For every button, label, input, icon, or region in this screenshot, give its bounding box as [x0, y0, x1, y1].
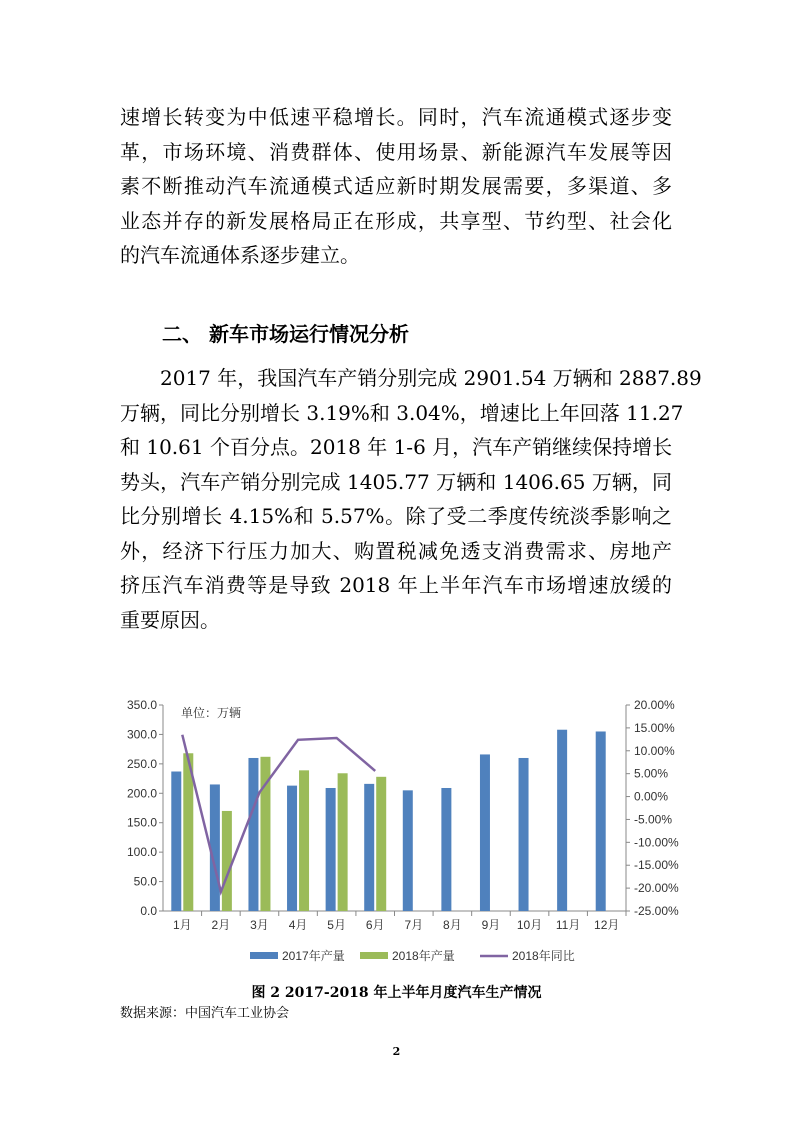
legend-label: 2018年同比 — [512, 949, 575, 963]
x-tick-label: 10月 — [516, 918, 543, 932]
y2-tick-label: 0.00% — [634, 789, 669, 804]
bar-2017 — [403, 790, 413, 911]
y2-tick-label: -10.00% — [634, 835, 679, 850]
y2-tick-label: 20.00% — [634, 698, 675, 712]
bar-2018 — [299, 770, 309, 911]
bar-2018 — [376, 777, 386, 911]
x-tick-label: 9月 — [481, 918, 501, 932]
legend-swatch — [360, 952, 388, 959]
y2-tick-label: 10.00% — [634, 743, 675, 758]
section-heading: 二、 新车市场运行情况分析 — [162, 322, 409, 346]
text-line: 速增长转变为中低速平稳增长。同时，汽车流通模式逐步变 — [120, 105, 672, 129]
legend-swatch — [250, 952, 278, 959]
x-tick-label: 2月 — [211, 918, 231, 932]
x-tick-label: 5月 — [327, 918, 346, 932]
bar-2017 — [287, 786, 297, 911]
bar-2017 — [480, 754, 490, 911]
y2-tick-label: -20.00% — [634, 881, 679, 896]
x-tick-label: 3月 — [250, 918, 269, 932]
x-tick-label: 6月 — [365, 918, 385, 932]
text-line: 比分别增长 4.15%和 5.57%。除了受二季度传统淡季影响之 — [120, 504, 672, 528]
text-line: 万辆，同比分别增长 3.19%和 3.04%，增速比上年回落 11.27 — [120, 400, 684, 425]
text-line: 外，经济下行压力加大、购置税减免透支消费需求、房地产 — [120, 538, 672, 563]
x-tick-label: 12月 — [594, 918, 620, 932]
bar-2018 — [338, 773, 348, 911]
legend-label: 2017年产量 — [282, 949, 345, 963]
production-chart — [110, 690, 700, 980]
figure-caption: 图 2 2017-2018 年上半年月度汽车生产情况 — [251, 985, 542, 1001]
data-source: 数据来源：中国汽车工业协会 — [120, 1006, 290, 1021]
text-line: 素不断推动汽车流通模式适应新时期发展需要，多渠道、多 — [120, 174, 672, 198]
bar-2017 — [210, 784, 220, 911]
bar-2017 — [441, 788, 451, 911]
y-tick-label: 50.0 — [133, 874, 157, 889]
x-tick-label: 4月 — [288, 918, 308, 932]
text-line: 挤压汽车消费等是导致 2018 年上半年汽车市场增速放缓的 — [120, 573, 672, 597]
unit-label: 单位：万辆 — [181, 706, 242, 720]
x-tick-label: 11月 — [555, 918, 581, 932]
y2-tick-label: -25.00% — [634, 904, 679, 918]
x-tick-label: 1月 — [172, 918, 192, 932]
y-tick-label: 350.0 — [126, 698, 157, 712]
legend-label: 2018年产量 — [392, 949, 455, 963]
y2-tick-label: 5.00% — [634, 766, 669, 781]
bar-2017 — [519, 758, 529, 911]
bar-2017 — [171, 772, 181, 911]
text-line: 重要原因。 — [120, 607, 220, 632]
page-number: 2 — [392, 1045, 401, 1058]
y2-tick-label: 15.00% — [634, 720, 675, 735]
text-line: 2017 年，我国汽车产销分别完成 2901.54 万辆和 2887.89 — [120, 366, 702, 390]
y-tick-label: 250.0 — [126, 756, 157, 771]
y2-tick-label: -5.00% — [634, 812, 673, 827]
bar-2017 — [248, 758, 258, 911]
y-tick-label: 300.0 — [126, 727, 157, 742]
bar-2017 — [326, 788, 336, 911]
y-tick-label: 100.0 — [126, 845, 157, 860]
bar-2017 — [596, 731, 606, 911]
bar-2017 — [557, 730, 567, 911]
text-line: 业态并存的新发展格局正在形成，共享型、节约型、社会化 — [120, 208, 672, 233]
y-tick-label: 0.0 — [140, 904, 157, 918]
text-line: 的汽车流通体系逐步建立。 — [120, 243, 360, 267]
bar-2017 — [364, 784, 374, 911]
x-tick-label: 7月 — [404, 918, 424, 932]
text-line: 革，市场环境、消费群体、使用场景、新能源汽车发展等因 — [120, 139, 672, 164]
y-tick-label: 150.0 — [126, 815, 157, 830]
y2-tick-label: -15.00% — [634, 858, 679, 873]
text-line: 势头，汽车产销分别完成 1405.77 万辆和 1406.65 万辆，同 — [120, 469, 672, 494]
text-line: 和 10.61 个百分点。2018 年 1-6 月，汽车产销继续保持增长 — [120, 435, 673, 459]
bar-2018 — [222, 811, 232, 911]
y-tick-label: 200.0 — [126, 786, 157, 801]
x-tick-label: 8月 — [443, 918, 462, 932]
